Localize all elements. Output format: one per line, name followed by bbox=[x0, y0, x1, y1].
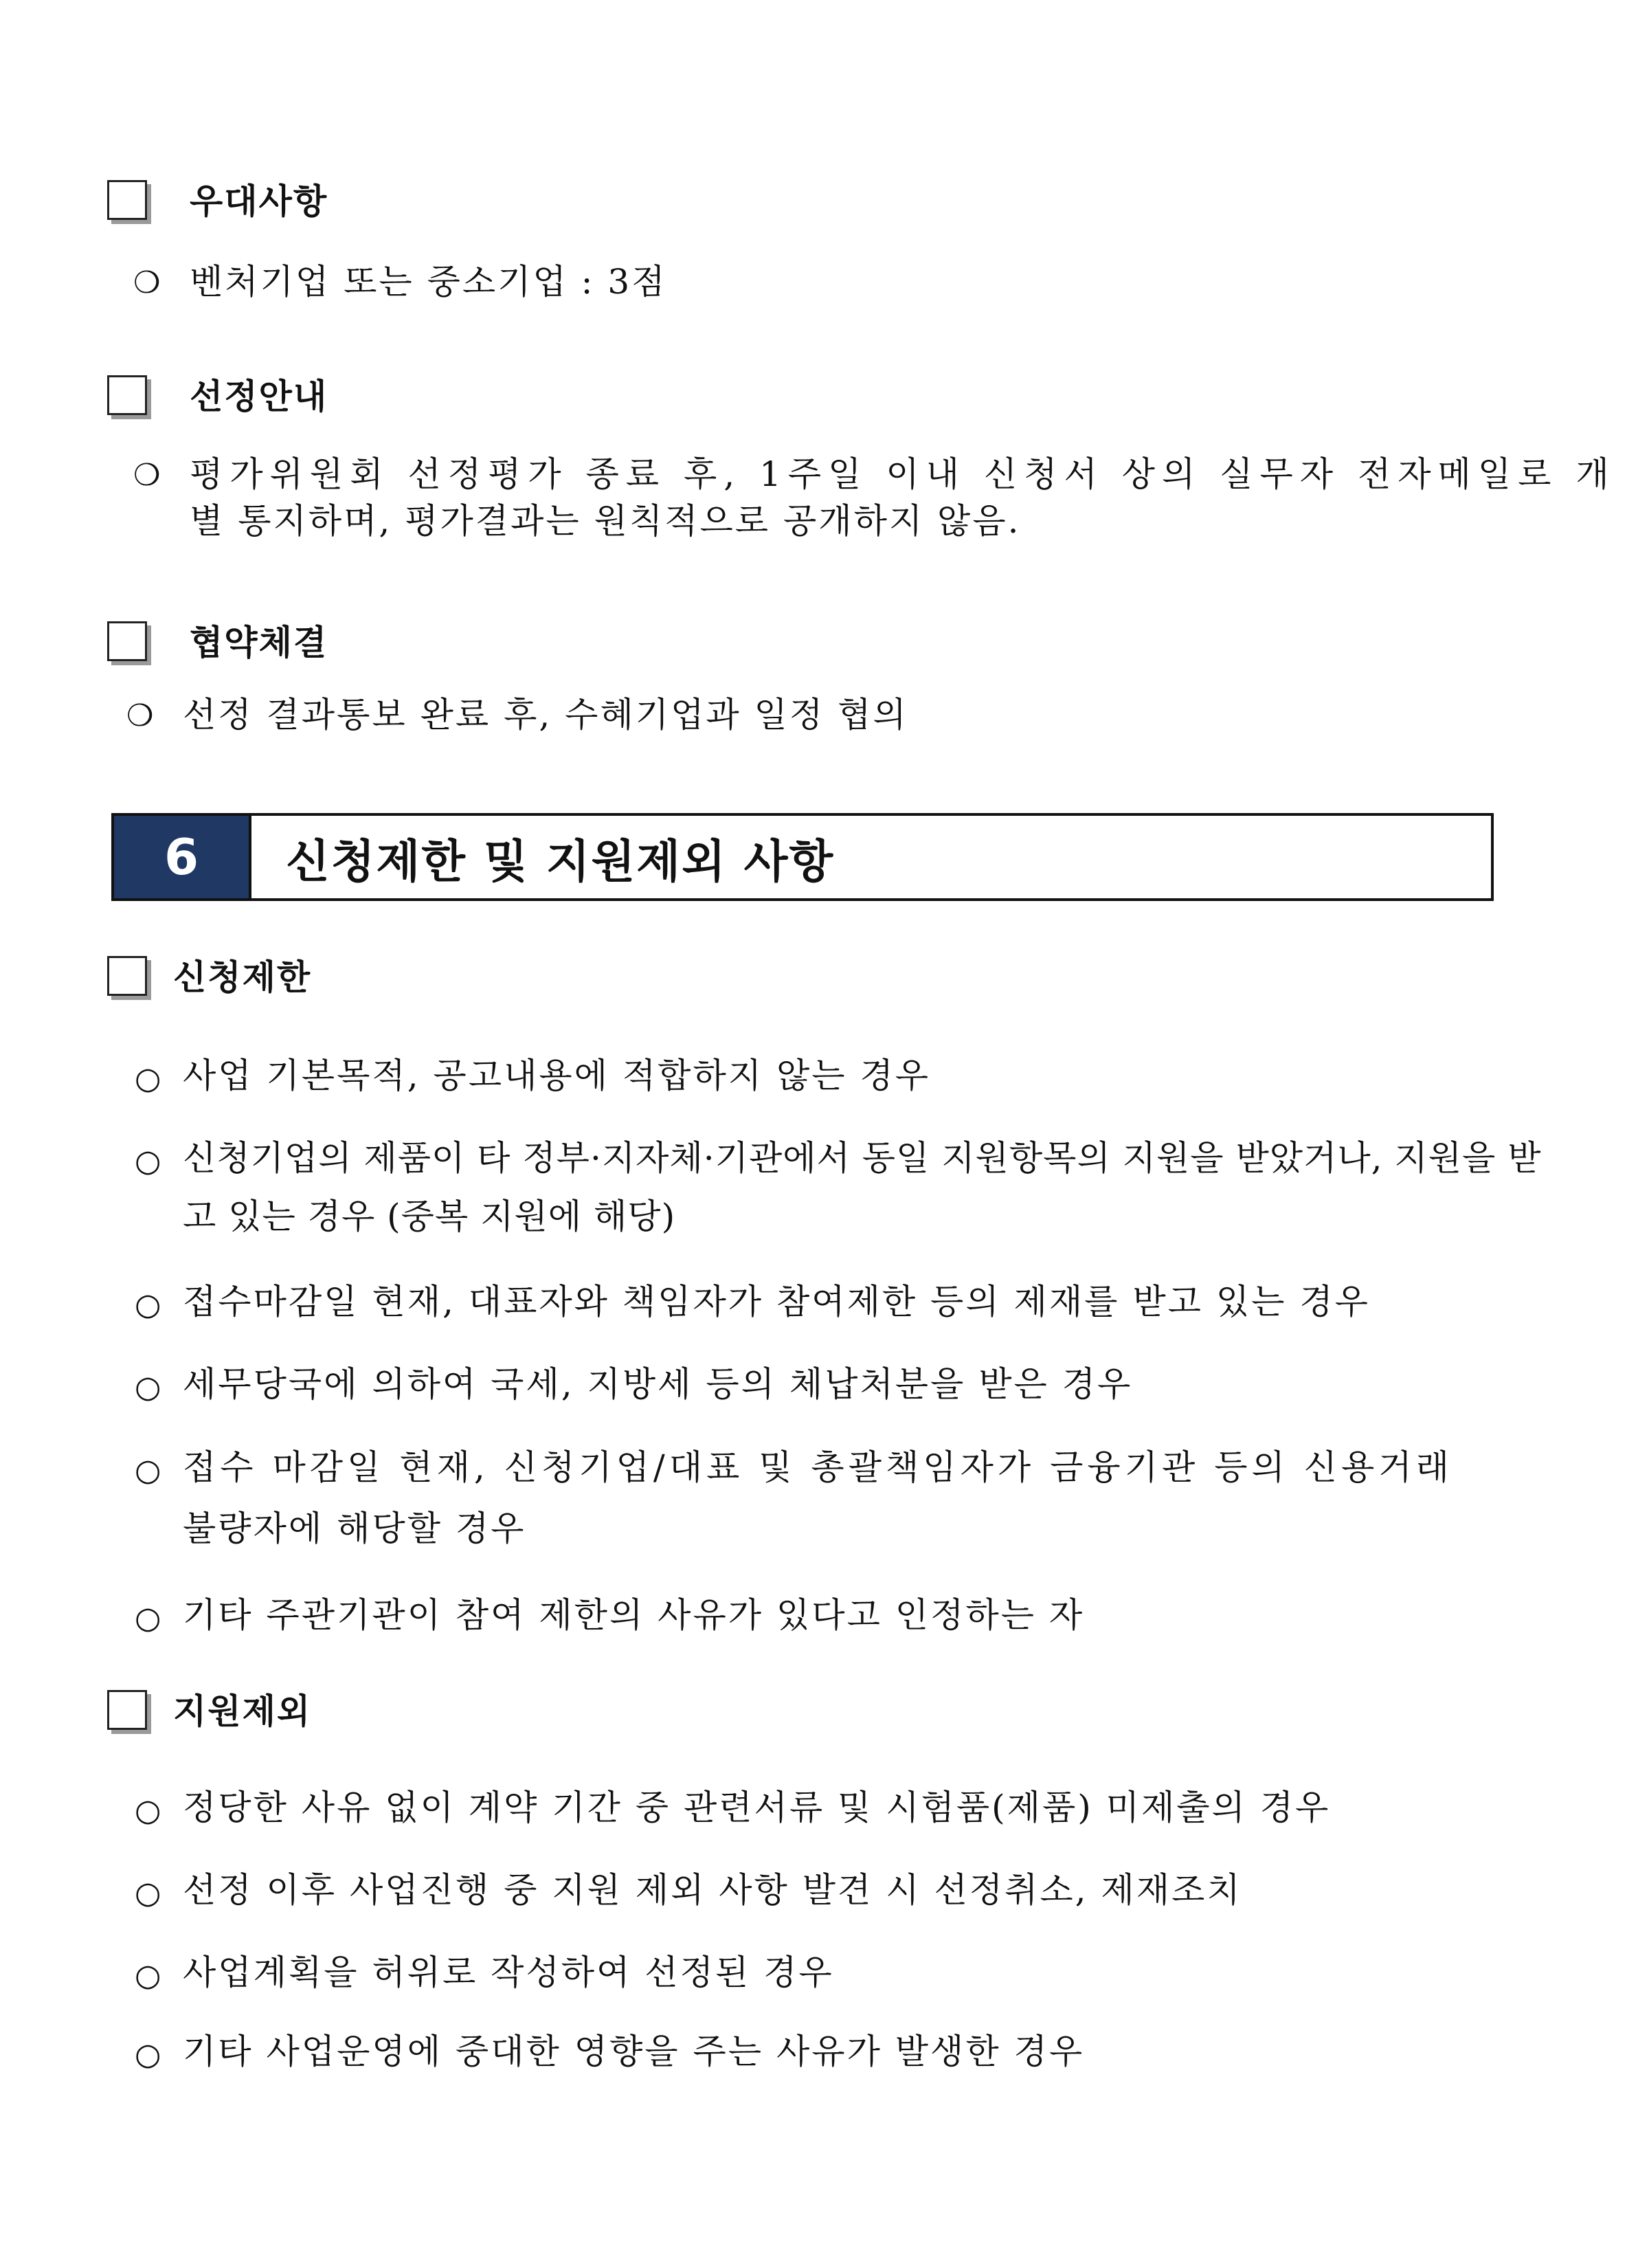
item-text: 접수 마감일 현재, 신청기업/대표 및 총괄책임자가 금융기관 등의 신용거래 bbox=[183, 1447, 1453, 1487]
bullet-icon: ○ bbox=[135, 1144, 161, 1179]
checkbox-icon bbox=[107, 375, 147, 415]
item-text: 정당한 사유 없이 계약 기간 중 관련서류 및 시험품(제품) 미제출의 경우 bbox=[183, 1788, 1331, 1827]
item-text: 접수마감일 현재, 대표자와 책임자가 참여제한 등의 제재를 받고 있는 경우 bbox=[183, 1282, 1370, 1322]
item-text: 선정 결과통보 완료 후, 수혜기업과 일정 협의 bbox=[183, 695, 908, 735]
section-heading: 선정안내 bbox=[190, 377, 328, 416]
bullet-icon: ○ bbox=[135, 1793, 161, 1828]
section-heading: 협약체결 bbox=[190, 623, 328, 663]
checkbox-icon bbox=[107, 956, 147, 996]
bullet-icon: ○ bbox=[135, 1601, 161, 1636]
item-text: 사업계획을 허위로 작성하여 선정된 경우 bbox=[183, 1953, 834, 1992]
item-text: 불량자에 해당할 경우 bbox=[183, 1509, 526, 1548]
section-banner bbox=[111, 813, 1494, 901]
bullet-icon: ❍ bbox=[133, 265, 161, 300]
bullet-icon: ○ bbox=[135, 1453, 161, 1488]
item-text: 사업 기본목적, 공고내용에 적합하지 않는 경우 bbox=[183, 1056, 931, 1096]
bullet-icon: ○ bbox=[135, 2037, 161, 2072]
item-text: 기타 사업운영에 중대한 영향을 주는 사유가 발생한 경우 bbox=[183, 2032, 1085, 2071]
section-title: 신청제한 및 지원제외 사항 bbox=[286, 834, 835, 888]
item-text: 고 있는 경우 (중복 지원에 해당) bbox=[183, 1197, 676, 1236]
item-text: 기타 주관기관이 참여 제한의 사유가 있다고 인정하는 자 bbox=[183, 1595, 1085, 1635]
checkbox-icon bbox=[107, 180, 147, 220]
item-text: 벤처기업 또는 중소기업 : 3점 bbox=[190, 262, 667, 302]
section-heading: 지원제외 bbox=[173, 1691, 312, 1731]
item-text: 세무당국에 의하여 국세, 지방세 등의 체납처분을 받은 경우 bbox=[183, 1364, 1133, 1404]
bullet-icon: ○ bbox=[135, 1287, 161, 1322]
item-text: 평가위원회 선정평가 종료 후, 1주일 이내 신청서 상의 실무자 전자메일로 개 bbox=[190, 454, 1616, 494]
bullet-icon: ○ bbox=[135, 1958, 161, 1993]
bullet-icon: ○ bbox=[135, 1876, 161, 1911]
item-text: 선정 이후 사업진행 중 지원 제외 사항 발견 시 선정취소, 제재조치 bbox=[183, 1870, 1242, 1910]
item-text: 별 통지하며, 평가결과는 원칙적으로 공개하지 않음. bbox=[190, 501, 1021, 541]
section-heading: 신청제한 bbox=[173, 957, 312, 997]
checkbox-icon bbox=[107, 1690, 147, 1730]
bullet-icon: ○ bbox=[135, 1061, 161, 1096]
section-number: 6 bbox=[114, 816, 251, 898]
section-heading: 우대사항 bbox=[190, 181, 328, 221]
checkbox-icon bbox=[107, 621, 147, 661]
bullet-icon: ○ bbox=[135, 1370, 161, 1405]
bullet-icon: ❍ bbox=[133, 458, 161, 493]
bullet-icon: ❍ bbox=[126, 698, 154, 733]
item-text: 신청기업의 제품이 타 정부·지자체·기관에서 동일 지원항목의 지원을 받았거나, 지원을 받 bbox=[183, 1138, 1542, 1178]
